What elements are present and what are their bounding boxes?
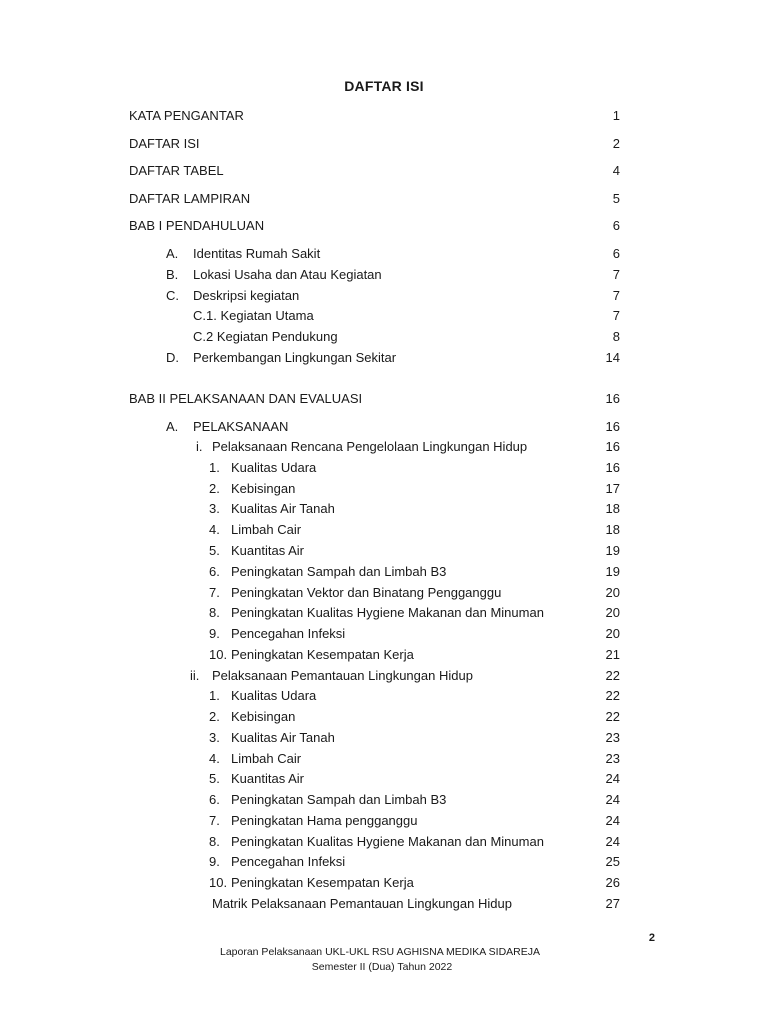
toc-entry-title: Peningkatan Kesempatan Kerja <box>231 647 414 662</box>
toc-entry-marker: 2. <box>209 481 220 496</box>
toc-entry-title: Kualitas Udara <box>231 460 317 475</box>
toc-entry-page: 14 <box>605 350 620 365</box>
toc-entry-page: 23 <box>605 751 620 766</box>
toc-entry <box>0 542 768 560</box>
toc-title: DAFTAR ISI <box>344 78 424 94</box>
toc-entry <box>0 287 768 305</box>
toc-entry-page: 25 <box>605 854 620 869</box>
toc-entry <box>0 791 768 809</box>
toc-entry-page: 22 <box>605 688 620 703</box>
toc-entry-marker: 5. <box>209 543 220 558</box>
toc-entry <box>0 438 768 456</box>
toc-entry <box>0 266 768 284</box>
toc-entry-title: BAB II PELAKSANAAN DAN EVALUASI <box>129 391 363 406</box>
toc-entry-marker: A. <box>166 246 179 261</box>
toc-entry-marker: 6. <box>209 792 220 807</box>
toc-entry-marker: 9. <box>209 626 220 641</box>
toc-entry <box>0 418 768 436</box>
toc-entry-title: Lokasi Usaha dan Atau Kegiatan <box>193 267 382 282</box>
toc-entry <box>0 667 768 685</box>
toc-entry-title: Matrik Pelaksanaan Pemantauan Lingkungan Hidup <box>212 896 512 911</box>
toc-entry-title: DAFTAR ISI <box>129 136 200 151</box>
toc-entry-title: Limbah Cair <box>231 522 302 537</box>
toc-entry-marker: 7. <box>209 813 220 828</box>
toc-entry-title: Pelaksanaan Rencana Pengelolaan Lingkungan Hidup <box>212 439 528 454</box>
toc-entry-page: 20 <box>605 626 620 641</box>
toc-entry <box>0 162 768 180</box>
toc-entry-title: KATA PENGANTAR <box>129 108 244 123</box>
toc-entry-page: 24 <box>605 834 620 849</box>
toc-entry-page: 2 <box>612 136 620 151</box>
toc-entry-title: Pencegahan Infeksi <box>231 854 346 869</box>
toc-entry <box>0 521 768 539</box>
toc-entry-page: 5 <box>612 191 620 206</box>
toc-entry <box>0 135 768 153</box>
toc-entry <box>0 459 768 477</box>
toc-entry-page: 21 <box>605 647 620 662</box>
toc-entry-title: BAB I PENDAHULUAN <box>129 218 265 233</box>
toc-entry <box>0 895 768 913</box>
toc-entry-page: 1 <box>612 108 620 123</box>
toc-entry-marker: 3. <box>209 501 220 516</box>
toc-entry-title: Kualitas Udara <box>231 688 317 703</box>
toc-entry <box>0 107 768 125</box>
toc-entry-page: 24 <box>605 771 620 786</box>
toc-entry-page: 20 <box>605 585 620 600</box>
toc-entry-marker: 9. <box>209 854 220 869</box>
toc-entry-marker: 4. <box>209 751 220 766</box>
toc-entry-title: DAFTAR TABEL <box>129 163 224 178</box>
toc-entry-page: 16 <box>605 460 620 475</box>
toc-entry-title: PELAKSANAAN <box>193 419 289 434</box>
toc-entry-page: 7 <box>612 288 620 303</box>
toc-entry-marker: 1. <box>209 460 220 475</box>
toc-entry-marker: B. <box>166 267 179 282</box>
toc-entry-marker: i. <box>196 439 203 454</box>
toc-entry-page: 16 <box>605 391 620 406</box>
toc-entry-page: 19 <box>605 564 620 579</box>
toc-entry-title: Pelaksanaan Pemantauan Lingkungan Hidup <box>212 668 473 683</box>
toc-entry-title: Identitas Rumah Sakit <box>193 246 321 261</box>
toc-entry-page: 6 <box>612 246 620 261</box>
toc-entry-page: 27 <box>605 896 620 911</box>
toc-entry-page: 16 <box>605 419 620 434</box>
toc-entry <box>0 604 768 622</box>
toc-entry-marker: A. <box>166 419 179 434</box>
toc-entry-marker: 4. <box>209 522 220 537</box>
toc-entry-title: Kebisingan <box>231 481 296 496</box>
toc-entry-title: Peningkatan Kualitas Hygiene Makanan dan Minuman <box>231 834 544 849</box>
page-number: 2 <box>648 932 655 944</box>
toc-entry <box>0 646 768 664</box>
toc-entry-title: Peningkatan Sampah dan Limbah B3 <box>231 792 447 807</box>
toc-entry <box>0 584 768 602</box>
toc-entry-marker: 2. <box>209 709 220 724</box>
toc-entry-title: Kebisingan <box>231 709 296 724</box>
toc-entry-marker: D. <box>166 350 179 365</box>
toc-entry <box>0 729 768 747</box>
toc-entry <box>0 480 768 498</box>
toc-entry-title: Peningkatan Kesempatan Kerja <box>231 875 414 890</box>
toc-entry <box>0 874 768 892</box>
toc-entry-marker: 7. <box>209 585 220 600</box>
toc-entry-title: Perkembangan Lingkungan Sekitar <box>193 350 397 365</box>
toc-entry-page: 7 <box>612 308 620 323</box>
toc-entry <box>0 708 768 726</box>
toc-entry <box>0 190 768 208</box>
toc-entry-page: 18 <box>605 501 620 516</box>
toc-entry-title: Peningkatan Kualitas Hygiene Makanan dan Minuman <box>231 605 544 620</box>
toc-entry-page: 6 <box>612 218 620 233</box>
toc-entry-marker: 8. <box>209 834 220 849</box>
toc-entry <box>0 853 768 871</box>
toc-entry-page: 7 <box>612 267 620 282</box>
toc-entry <box>0 500 768 518</box>
toc-entry-page: 17 <box>605 481 620 496</box>
footer-line-1: Laporan Pelaksanaan UKL-UKL RSU AGHISNA MEDIKA SIDAREJA <box>219 946 540 958</box>
toc-entry-title: Peningkatan Vektor dan Binatang Pengganggu <box>231 585 502 600</box>
toc-entry-page: 8 <box>612 329 620 344</box>
toc-entry-page: 24 <box>605 792 620 807</box>
toc-entry-page: 18 <box>605 522 620 537</box>
toc-entry-page: 4 <box>612 163 620 178</box>
footer-line-2: Semester II (Dua) Tahun 2022 <box>311 961 453 973</box>
toc-entry-title: Kuantitas Air <box>231 543 304 558</box>
toc-entry <box>0 217 768 235</box>
toc-entry-page: 23 <box>605 730 620 745</box>
toc-entry-title: Kualitas Air Tanah <box>231 501 335 516</box>
toc-entry-title: Peningkatan Sampah dan Limbah B3 <box>231 564 447 579</box>
toc-entry <box>0 812 768 830</box>
toc-entry-marker: C. <box>166 288 179 303</box>
toc-entry-page: 24 <box>605 813 620 828</box>
toc-entry-page: 16 <box>605 439 620 454</box>
toc-entry-title: C.2 Kegiatan Pendukung <box>193 329 338 344</box>
toc-entry-marker: ii. <box>190 668 200 683</box>
toc-entry <box>0 687 768 705</box>
toc-entry <box>0 328 768 346</box>
toc-entry-title: C.1. Kegiatan Utama <box>193 308 314 323</box>
toc-entry-marker: 1. <box>209 688 220 703</box>
toc-entry <box>0 833 768 851</box>
toc-entry <box>0 750 768 768</box>
toc-entry-marker: 10. <box>209 647 228 662</box>
toc-entry-page: 20 <box>605 605 620 620</box>
toc-entry-title: Deskripsi kegiatan <box>193 288 300 303</box>
toc-entry-page: 26 <box>605 875 620 890</box>
toc-entry-marker: 6. <box>209 564 220 579</box>
toc-entry <box>0 770 768 788</box>
toc-entry-marker: 10. <box>209 875 228 890</box>
toc-entry <box>0 307 768 325</box>
toc-entry-title: DAFTAR LAMPIRAN <box>129 191 251 206</box>
toc-entry-title: Kuantitas Air <box>231 771 304 786</box>
toc-entry-title: Pencegahan Infeksi <box>231 626 346 641</box>
toc-entry-marker: 8. <box>209 605 220 620</box>
toc-entry <box>0 625 768 643</box>
toc-entry <box>0 390 768 408</box>
toc-entry-page: 22 <box>605 668 620 683</box>
toc-entry-title: Kualitas Air Tanah <box>231 730 335 745</box>
toc-entry <box>0 349 768 367</box>
toc-entry-page: 19 <box>605 543 620 558</box>
toc-entry-title: Peningkatan Hama pengganggu <box>231 813 418 828</box>
toc-entry-marker: 5. <box>209 771 220 786</box>
toc-entry <box>0 563 768 581</box>
toc-entry-page: 22 <box>605 709 620 724</box>
toc-entry-marker: 3. <box>209 730 220 745</box>
toc-entry-title: Limbah Cair <box>231 751 302 766</box>
toc-entry <box>0 245 768 263</box>
